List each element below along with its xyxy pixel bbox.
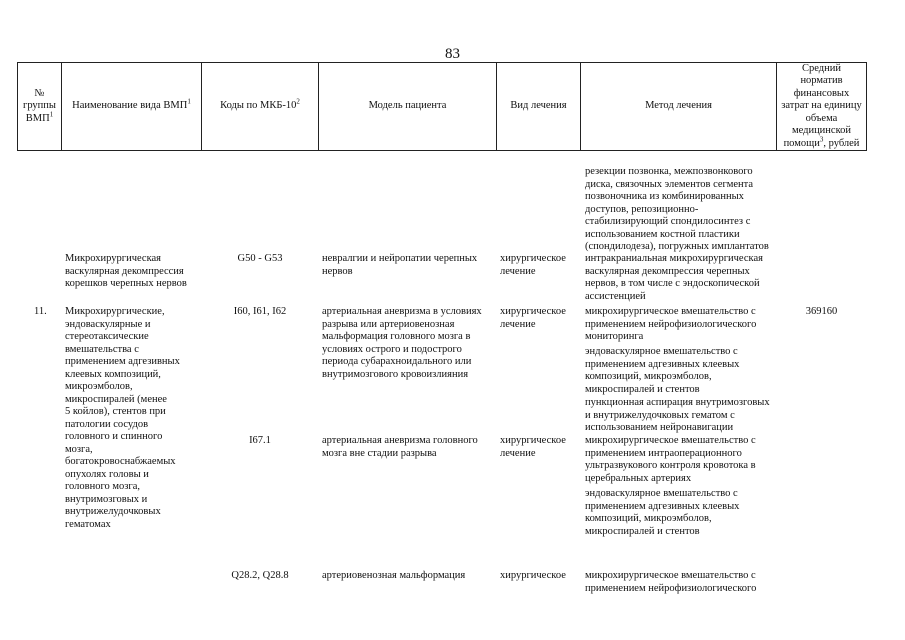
treatment-type-cell: хирургическое [500,570,566,581]
header-bottom-border [17,150,867,151]
treatment-method-cell: эндоваскулярное вмешательство с применением адгезивных клеевых композиций, микроэмболов, микроспиралей и стентов [585,346,740,395]
patient-model-cell: артериальная аневризма головного мозга вне стадии разрыва [322,435,478,459]
vmp-name-cell: Микрохирургическая васкулярная декомпрессия корешков черепных нервов [65,253,187,289]
header-treatment-type: Вид лечения [510,100,567,112]
continued-method-text: резекции позвонка, межпозвонкового диска, связочных элементов сегмента позвоночника из комбинированных доступов, репозиционно- стабилизирующий спондилосинтез с использованием костной пластики (спондилодеза), погружных имплантатов [585,166,769,252]
treatment-method-cell: интракраниальная микрохирургическая васкулярная декомпрессия черепных нервов, в том числе с эндоскопической ассистенцией [585,253,763,302]
vmp-name-cell: Микрохирургические, эндоваскулярные и стереотаксические вмешательства с применением адгезивных клеевых композиций, микроэмболов, микроспиралей (менее 5 койлов), стентов при патологии сосудов головного и спинного мозга, богатокровоснабжаемых опухолях головы и головного мозга, внутримозговых и внутрижелудочковых гематомах [65,306,180,530]
header-treatment-method: Метод лечения [645,100,712,112]
treatment-method-cell: пункционная аспирация внутримозговых и внутрижелудочковых гематом с использованием нейронавигации [585,397,770,433]
group-number-cell: 11. [34,306,47,317]
icd-codes-cell: I67.1 [249,435,271,446]
treatment-method-cell: эндоваскулярное вмешательство с применением адгезивных клеевых композиций, микроэмболов, микроспиралей и стентов [585,488,740,537]
header-average-cost: Средний норматив финансовых затрат на единицу объема медицинской помощи$^3$, рублей [781,62,862,149]
treatment-method-cell: микрохирургическое вмешательство с применением интраоперационного ультразвукового контроля кровотока в церебральных артериях [585,435,756,484]
icd-codes-cell: Q28.2, Q28.8 [231,570,289,581]
page-number: 83 [445,46,460,62]
header-icd-codes: Коды по МКБ-$10^2$ [220,97,300,112]
treatment-method-cell: микрохирургическое вмешательство с применением нейрофизиологического [585,570,757,594]
treatment-type-cell: хирургическое лечение [500,306,566,330]
header-patient-model: Модель пациента [368,100,447,112]
patient-model-cell: артериовенозная мальформация [322,570,466,581]
patient-model-cell: артериальная аневризма в условиях разрыва или артериовенозная мальформация головного мозга в условиях острого и подострого периода субарахноидального или внутримозгового кровоизлияния [322,306,482,380]
header-vmp-name: Наименование вида ВМП$^1$ [72,97,191,112]
patient-model-cell: невралгии и нейропатии черепных нервов [322,253,478,277]
icd-codes-cell: I60, I61, I62 [233,306,287,317]
icd-codes-cell: G50 - G53 [237,253,283,264]
average-cost-cell: 369160 [805,306,838,317]
header-group-number: № группы ВМП$^1$ [23,87,56,124]
treatment-type-cell: хирургическое лечение [500,253,566,277]
treatment-method-cell: микрохирургическое вмешательство с применением нейрофизиологического мониторинга [585,306,757,342]
treatment-type-cell: хирургическое лечение [500,435,566,459]
column-divider [866,62,867,150]
